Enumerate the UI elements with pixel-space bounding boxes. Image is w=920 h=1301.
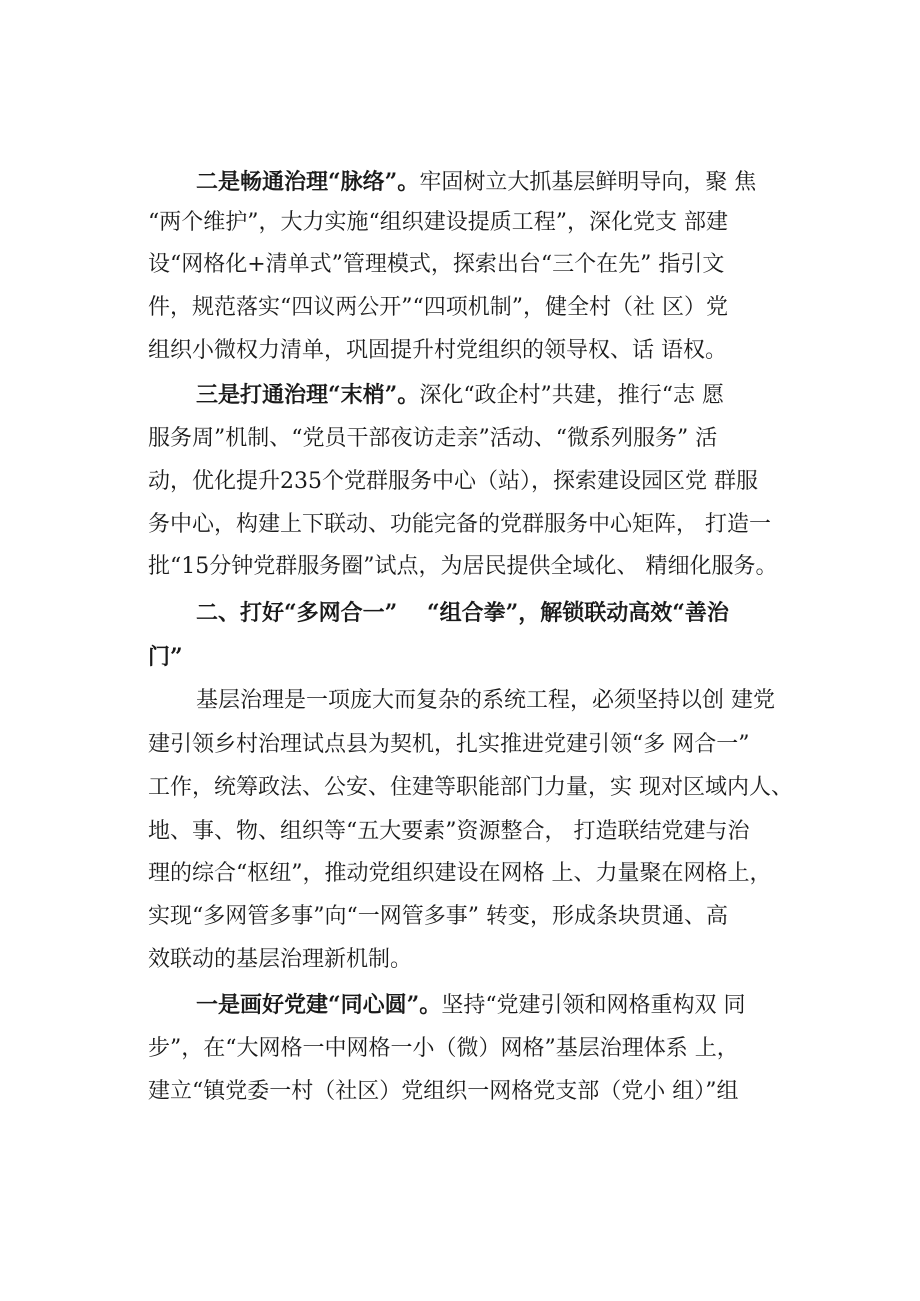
paragraph-3-line-1: 基层治理是一项庞大而复杂的系统工程，必须坚持以创 建党	[196, 688, 775, 713]
paragraph-1-line-4: 件，规范落实“四议两公开”“四项机制”，健全村（社 区）党	[148, 295, 728, 320]
paragraph-3-line-4: 地、事、物、组织等“五大要素”资源整合， 打造联结党建与治	[148, 819, 750, 844]
section-heading-line-2: 门”	[148, 644, 183, 670]
paragraph-4-line-3: 建立“镇党委一村（社区）党组织一网格党支部（党小 组）”组	[148, 1079, 739, 1104]
paragraph-3-line-6: 实现“多网管多事”向“一网管多事” 转变，形成条块贯通、高	[148, 904, 728, 929]
paragraph-2-line-2: 服务周”机制、“党员干部夜访走亲”活动、“微系列服务” 活	[148, 426, 718, 451]
paragraph-2-text: 深化“政企村”共建，推行“志 愿	[419, 383, 725, 408]
paragraph-1-line-3: 设“网格化+清单式”管理模式，探索出台“三个在先” 指引文	[148, 252, 725, 277]
paragraph-2-line-1	[196, 380, 808, 411]
paragraph-1-text: 牢固树立大抓基层鲜明导向，聚 焦	[419, 170, 757, 195]
paragraph-3-line-7: 效联动的基层治理新机制。	[148, 947, 413, 972]
paragraph-1-lead: 二是畅通治理“脉络”。	[196, 169, 420, 195]
paragraph-2-lead: 三是打通治理“末梢”。	[196, 382, 420, 408]
paragraph-1-line-5: 组织小微权力清单，巩固提升村党组织的领导权、话 语权。	[148, 338, 727, 363]
paragraph-4-lead: 一是画好党建“同心圆”。	[196, 992, 442, 1018]
section-heading-line-1: 二、打好“多网合一” “组合拳”，解锁联动高效“善治	[196, 600, 729, 626]
paragraph-1-line-2: “两个维护”，大力实施“组织建设提质工程”，深化党支 部建	[148, 210, 728, 235]
paragraph-2-line-5: 批“15分钟党群服务圈”试点，为居民提供全域化、 精细化服务。	[148, 554, 778, 579]
paragraph-4-line-1	[196, 990, 808, 1021]
paragraph-3-line-3: 工作，统筹政法、公安、住建等职能部门力量，实 现对区域内人、	[148, 775, 793, 800]
paragraph-4-line-2: 步”，在“大网格一中网格一小（微）网格”基层治理体系 上，	[148, 1036, 739, 1061]
paragraph-3-line-2: 建引领乡村治理试点县为契机，扎实推进党建引领“多 网合一”	[148, 732, 750, 757]
paragraph-3-line-5: 理的综合“枢纽”，推动党组织建设在网格 上、力量聚在网格上，	[148, 861, 772, 886]
paragraph-4-text: 坚持“党建引领和网格重构双 同	[441, 993, 746, 1018]
paragraph-2-line-3: 动，优化提升235个党群服务中心（站），探索建设园区党 群服	[148, 469, 758, 494]
paragraph-2-line-4: 务中心，构建上下联动、功能完备的党群服务中心矩阵， 打造一	[148, 512, 771, 537]
paragraph-1-line-1	[196, 167, 808, 198]
